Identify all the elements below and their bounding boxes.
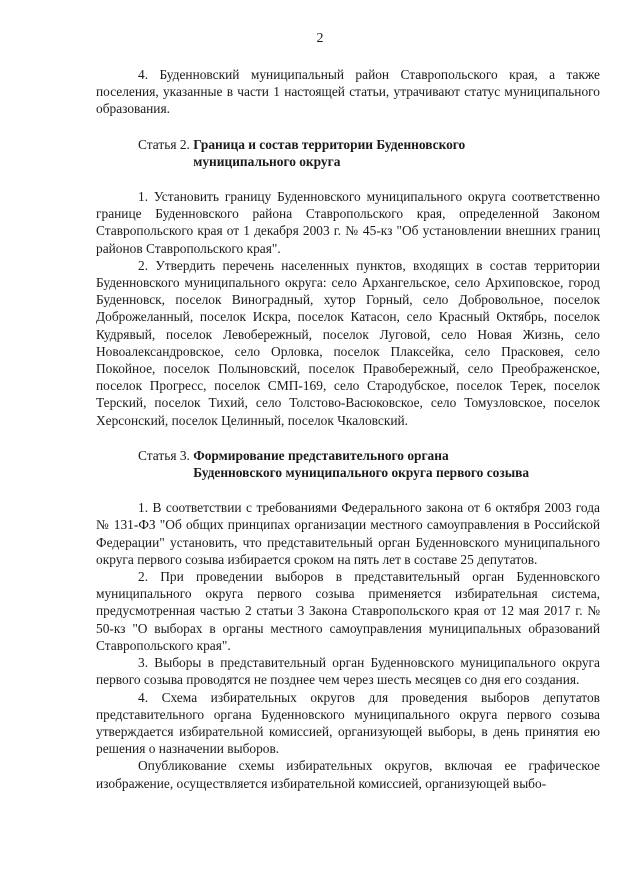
article-3-paragraph: Опубликование схемы избирательных округов, включая ее графическое изображение, осуществляется избирательной комиссией, организующей выбо-: [96, 758, 600, 791]
article-3-paragraph: 4. Схема избирательных округов для проведения выборов депутатов представительного органа Буденновского муниципального округа первого созыва утверждается избирательной комиссией, организующей выборы, в день принятия ею решения о назначении выборов.: [96, 689, 600, 757]
article-2-title-line-1: Граница и состав территории Буденновского: [193, 136, 466, 152]
article-2-paragraph: 1. Установить границу Буденновского муниципального округа соответственно границе Буденновского района Ставропольского края, определенной Законом Ставропольского края от 1 декабря 2003 г. № 45-кз "Об установлении внешних границ районов Ставропольского края".: [96, 189, 600, 256]
article-2-heading: [96, 136, 600, 170]
article-2-paragraph: 2. Утвердить перечень населенных пунктов, входящих в состав территории Буденновского муниципального округа: село Архангельское, село Архиповское, город Буденновск, поселок Виноградный, хутор Горный, село Добровольное, поселок Доброжеланный, поселок Искра, поселок Катасон, село Красный Октябрь, поселок Кудрявый, поселок Левобережный, поселок Луговой, село Новая Жизнь, село Новоалександровское, село Орловка, поселок Плаксейка, село Прасковея, село Покойное, поселок Полыновский, поселок Правобережный, село Преображенское, поселок Прогресс, поселок СМП-169, село Стародубское, поселок Терек, поселок Терский, поселок Тихий, село Толстово-Васюковское, село Томузловское, поселок Херсонский, поселок Целинный, поселок Чкаловский.: [96, 257, 600, 428]
article-2-prefix: Статья 2.: [138, 136, 194, 152]
article-3-prefix: Статья 3.: [138, 447, 194, 463]
article-2-title: [193, 136, 465, 170]
article-3-title: [193, 447, 529, 481]
article-3-paragraph: 1. В соответствии с требованиями Федерального закона от 6 октября 2003 года № 131-ФЗ "Об общих принципах организации местного самоуправления в Российской Федерации" установить, что представительный орган Буденновского муниципального округа первого созыва избирается сроком на пять лет в составе 25 депутатов.: [96, 500, 600, 567]
article-2-title-line-2: муниципального округа: [193, 153, 341, 169]
article-3-heading: [96, 447, 600, 481]
article-3-paragraph: 2. При проведении выборов в представительный орган Буденновского муниципального округа первого созыва применяется избирательная система, предусмотренная частью 2 статьи 3 Закона Ставропольского края от 12 мая 2017 г. № 50-кз "О выборах в органы местного самоуправления муниципальных образований Ставропольского края".: [96, 569, 600, 653]
article-3-title-line-1: Формирование представительного органа: [193, 447, 449, 463]
article-3-title-line-2: Буденновского муниципального округа первого созыва: [193, 465, 530, 481]
page-number: 2: [316, 31, 324, 46]
article-3-paragraph: 3. Выборы в представительный орган Буденновского муниципального округа первого созыва проводятся не позднее чем через шесть месяцев со дня его создания.: [96, 655, 600, 688]
document-body: [96, 66, 600, 792]
intro-paragraph: 4. Буденновский муниципальный район Ставропольского края, а также поселения, указанные в части 1 настоящей статьи, утрачивают статус муниципального образования.: [96, 67, 600, 117]
